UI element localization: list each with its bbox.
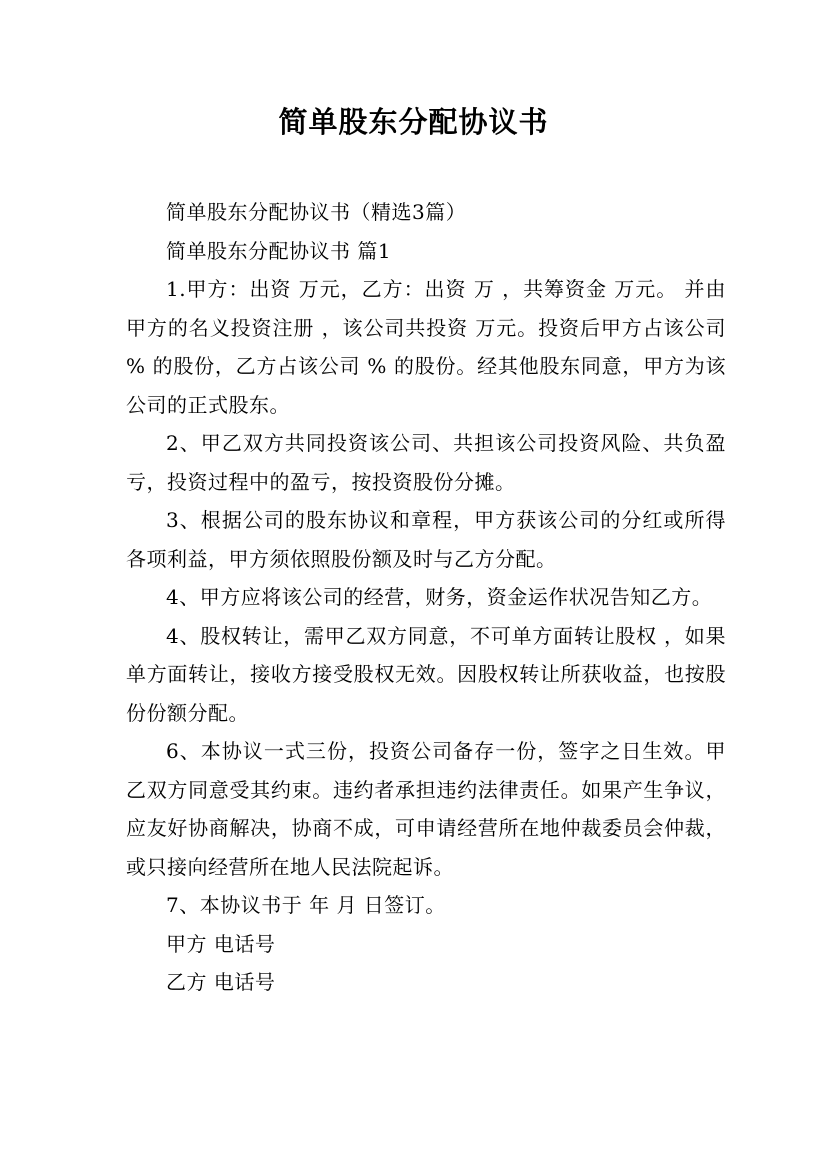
clause-6: 6、本协议一式三份，投资公司备存一份，签字之日生效。甲乙双方同意受其约束。违约者承担违约法律责任。如果产生争议，应友好协商解决，协商不成，可申请经营所在地仲裁委员会仲裁，或只接向经营所在地人民法院起诉。 <box>126 739 726 879</box>
party-b-line: 乙方 电话号 <box>166 970 276 994</box>
section-heading: 简单股东分配协议书 篇1 <box>166 238 392 263</box>
clause-7: 7、本协议书于 年 月 日签订。 <box>166 893 446 917</box>
clause-1: 1.甲方：出资 万元，乙方：出资 万 ，共筹资金 万元。 并由甲方的名义投资注册 ，该公司共投资 万元。投资后甲方占该公司 % 的股份，乙方占该公司 % 的股份。经其他股东同意，甲方为该公司的正式股东。 <box>126 277 726 417</box>
clause-2: 2、甲乙双方共同投资该公司、共担该公司投资风险、共负盈亏，投资过程中的盈亏，按投资股份分摊。 <box>126 431 726 494</box>
clause-4a: 4、甲方应将该公司的经营，财务，资金运作状况告知乙方。 <box>166 585 713 609</box>
party-a-line: 甲方 电话号 <box>166 931 276 956</box>
document-title: 简单股东分配协议书 <box>278 105 549 139</box>
clause-4b: 4、股权转让，需甲乙双方同意，不可单方面转让股权 ，如果单方面转让，接收方接受股权无效。因股权转让所获收益，也按股份份额分配。 <box>126 623 726 725</box>
clause-3: 3、根据公司的股东协议和章程，甲方获该公司的分红或所得各项利益，甲方须依照股份额及时与乙方分配。 <box>126 508 726 571</box>
document-body <box>126 193 726 1002</box>
subtitle-paragraph: 简单股东分配协议书（精选3篇） <box>166 200 467 224</box>
